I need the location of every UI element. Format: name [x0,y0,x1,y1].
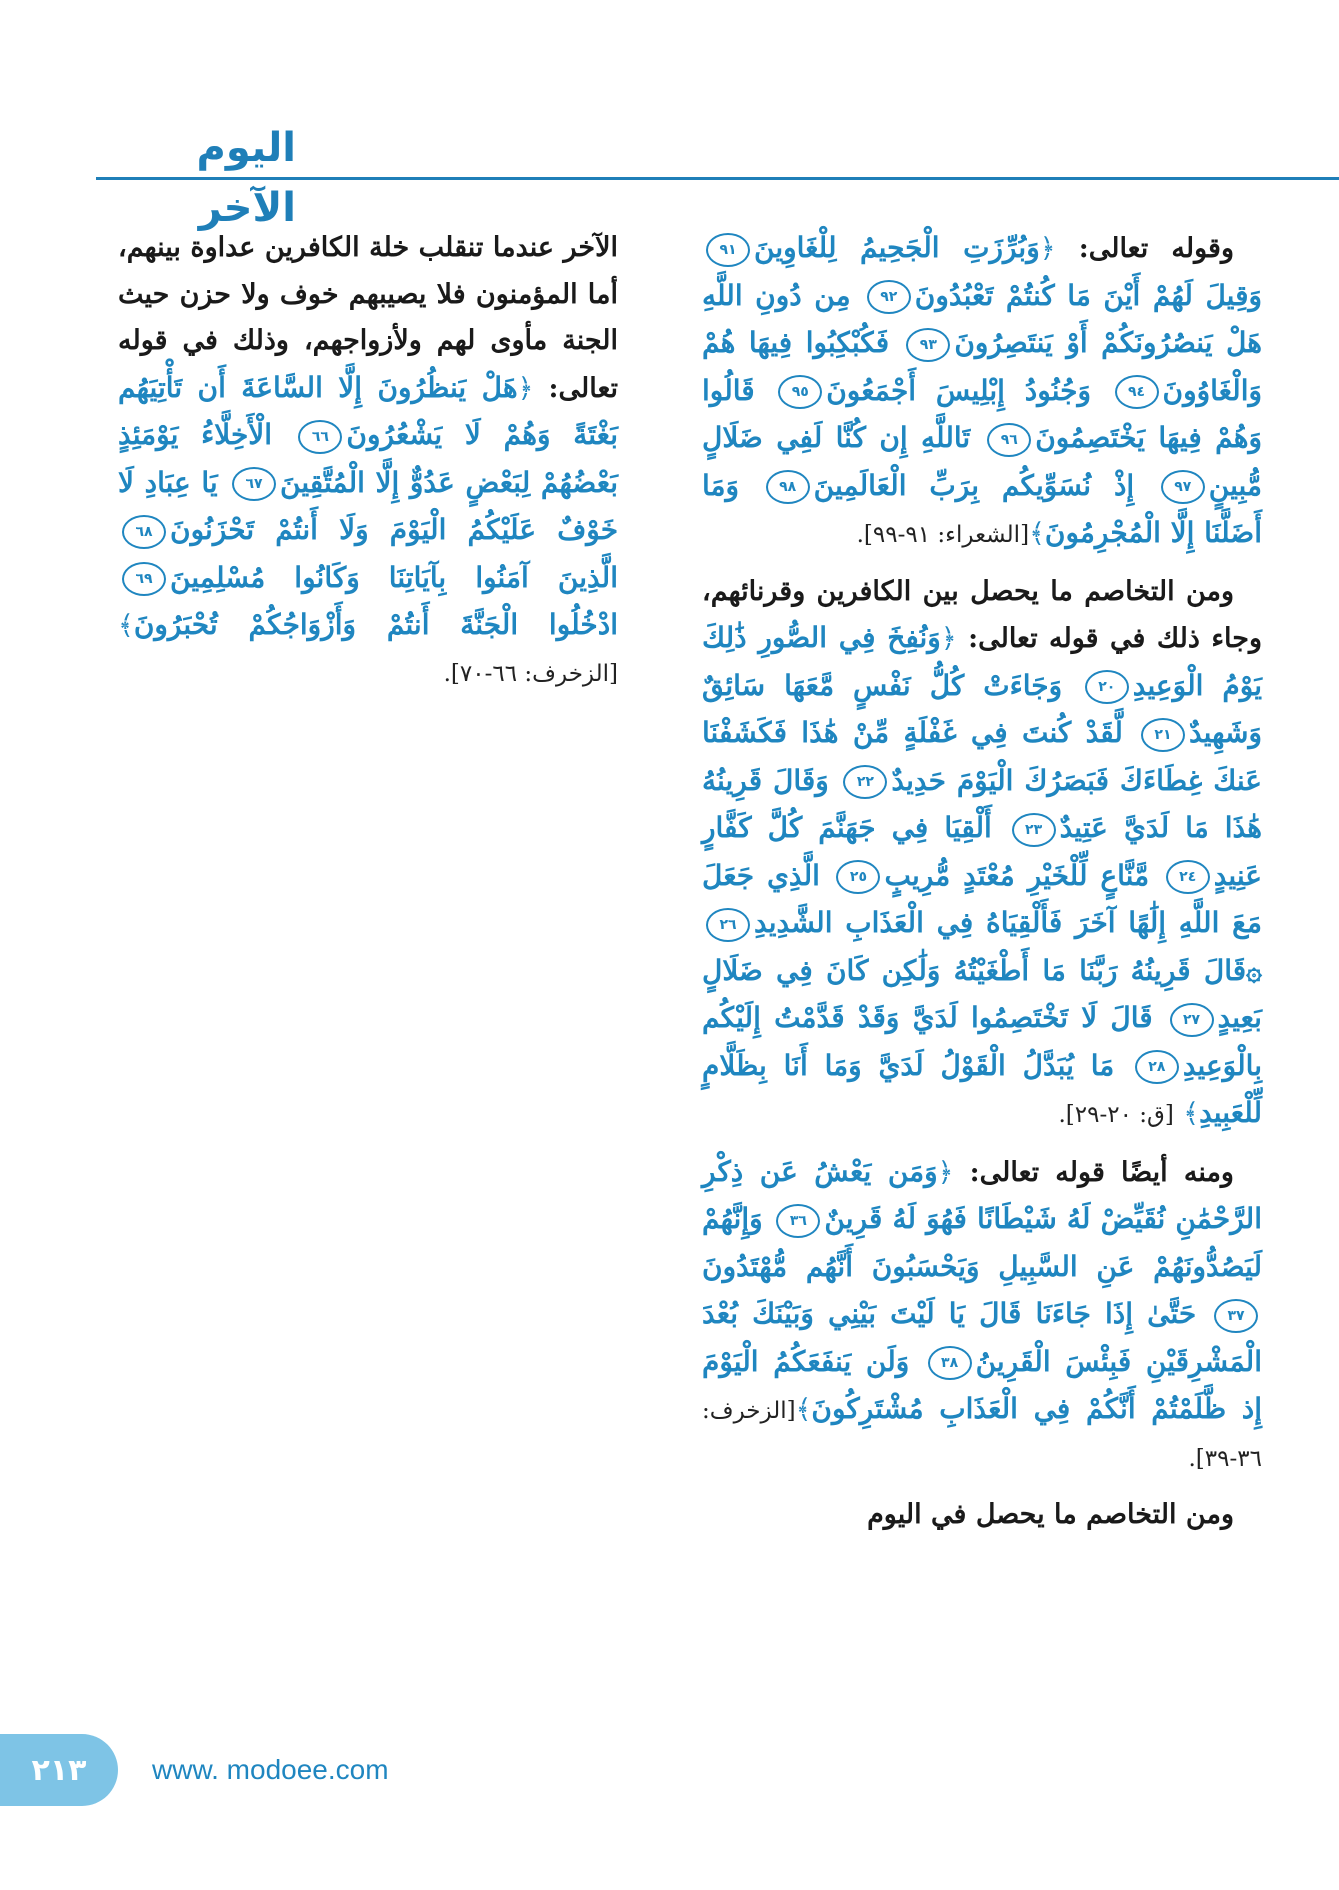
ornate-bracket-open-icon: ﴿ [517,372,534,404]
quran-text: وَمَا أَضَلَّنَا إِلَّا الْمُجْرِمُونَ [702,468,1262,549]
verse-reference: [ق: ٢٠-٢٩]. [1058,1102,1174,1128]
ayah-number: ٩٥ [778,375,822,409]
paragraph-intro: الآخر عندما تنقلب خلة الكافرين عداوة بينهم، أما المؤمنون فلا يصيبهم خوف ولا حزن حيث الجنة مأوى لهم ولأزواجهم، وذلك في قوله تعالى: [118,232,618,404]
ayah-number: ٢٠ [1085,670,1129,704]
verse-reference: [الزخرف: ٣٦-٣٩]. [702,1398,1262,1472]
quran-text: وَجُنُودُ إِبْلِيسَ أَجْمَعُونَ [826,373,1091,407]
ayah-number: ٢٤ [1166,860,1210,894]
ayah-number: ٣٨ [928,1346,972,1380]
paragraph-az-zukhruf-36 [702,1149,1262,1483]
ayah-number: ٩١ [706,233,750,267]
verse-reference: [الشعراء: ٩١-٩٩]. [856,522,1030,548]
ayah-number: ٣٧ [1214,1299,1258,1333]
quran-text: قَالُوا وَهُمْ فِيهَا يَخْتَصِمُونَ [702,373,1263,454]
ayah-number: ٢١ [1141,718,1185,752]
hizb-star-icon: ۞ [1246,955,1262,987]
ayah-number: ٢٦ [706,908,750,942]
ornate-bracket-open-icon: ﴿ [1039,233,1056,264]
page-number-badge [0,1734,118,1806]
ayah-number: ٩٧ [1161,470,1205,504]
ayah-number: ٢٨ [1135,1050,1179,1084]
quran-text: مِن دُونِ اللَّهِ هَلْ يَنصُرُونَكُمْ أَوْ يَنتَصِرُونَ [702,278,1263,359]
running-header-title: اليوم الآخر [196,125,296,231]
quran-text: وَمَن يَعْشُ عَن ذِكْرِ الرَّحْمَٰنِ نُقَيِّضْ لَهُ شَيْطَانًا فَهُوَ لَهُ قَرِينٌ [702,1154,1262,1235]
quran-text: أَلْقِيَا فِي جَهَنَّمَ كُلَّ كَفَّارٍ عَنِيدٍ [702,811,1263,892]
ayah-number: ٩٢ [867,280,911,314]
ayah-number: ٦٧ [232,467,276,501]
quran-text: مَّنَّاعٍ لِّلْخَيْرِ مُعْتَدٍ مُّرِيبٍ [884,858,1150,892]
quran-text: حَتَّىٰ إِذَا جَاءَنَا قَالَ يَا لَيْتَ بَيْنِي وَبَيْنَكَ بُعْدَ الْمَشْرِقَيْنِ فَبِئْسَ الْقَرِينُ [702,1297,1262,1378]
quran-text: إِذْ نُسَوِّيكُم بِرَبِّ الْعَالَمِينَ [813,468,1135,502]
ayah-number: ٦٦ [298,420,342,454]
paragraph-ash-shuara [702,225,1262,559]
quran-text: مَا يُبَدَّلُ الْقَوْلُ لَدَيَّ وَمَا أَنَا بِظَلَّامٍ لِّلْعَبِيدِ [702,1048,1262,1129]
quran-text: الَّذِي جَعَلَ مَعَ اللَّهِ إِلَٰهًا آخَرَ فَأَلْقِيَاهُ فِي الْعَذَابِ الشَّدِيدِ [702,858,1262,939]
paragraph-intro: وقوله تعالى: [1078,233,1234,264]
quran-text: وَنُفِخَ فِي الصُّورِ ذَٰلِكَ يَوْمُ الْوَعِيدِ [702,621,1262,702]
quran-text: وَإِنَّهُمْ لَيَصُدُّونَهُمْ عَنِ السَّبِيلِ وَيَحْسَبُونَ أَنَّهُم مُّهْتَدُونَ [702,1202,1262,1283]
quran-text: ادْخُلُوا الْجَنَّةَ أَنتُمْ وَأَزْوَاجُكُمْ تُحْبَرُونَ [133,608,618,641]
quran-text: وَقَالَ قَرِينُهُ هَٰذَا مَا لَدَيَّ عَتِيدٌ [702,763,1263,844]
quran-text: يَا عِبَادِ لَا خَوْفٌ عَلَيْكُمُ الْيَوْمَ وَلَا أَنتُمْ تَحْزَنُونَ [118,465,618,546]
ornate-bracket-close-icon: ﴾ [1183,1098,1200,1129]
quran-text: تَاللَّهِ إِن كُنَّا لَفِي ضَلَالٍ مُّبِينٍ [702,421,1262,502]
ornate-bracket-open-icon: ﴿ [940,623,957,654]
ayah-number: ٢٧ [1170,1003,1214,1037]
ayah-number: ٩٣ [906,328,950,362]
ayah-number: ٢٢ [843,765,887,799]
quran-text: وَبُرِّزَتِ الْجَحِيمُ لِلْغَاوِينَ [754,231,1040,264]
ornate-bracket-open-icon: ﴿ [937,1156,954,1188]
page-number: ٢١٣ [31,1752,87,1788]
ornate-bracket-close-icon: ﴾ [795,1394,812,1425]
ornate-bracket-close-icon: ﴾ [1029,518,1045,549]
quran-text: الَّذِينَ آمَنُوا بِآيَاتِنَا وَكَانُوا مُسْلِمِينَ [170,560,618,594]
ayah-number: ٢٣ [1012,813,1056,847]
ornate-bracket-close-icon: ﴾ [118,610,134,641]
quran-text: قَالَ قَرِينُهُ رَبَّنَا مَا أَطْغَيْتُهُ وَلَٰكِن كَانَ فِي ضَلَالٍ بَعِيدٍ [702,953,1262,1034]
website-url[interactable]: www. modoee.com [152,1754,389,1785]
paragraph-intro: ومنه أيضًا قوله تعالى: [969,1156,1234,1188]
right-text-column [702,225,1262,1539]
header-divider [96,177,1339,180]
ayah-number: ٣٦ [776,1204,820,1238]
quran-text: قَالَ لَا تَخْتَصِمُوا لَدَيَّ وَقَدْ قَدَّمْتُ إِلَيْكُم بِالْوَعِيدِ [702,1001,1263,1082]
quran-text: وَقِيلَ لَهُمْ أَيْنَ مَا كُنتُمْ تَعْبُدُونَ [914,278,1263,312]
ayah-number: ٦٩ [122,562,166,596]
ayah-number: ٩٤ [1115,375,1159,409]
left-text-column [118,225,618,697]
ayah-number: ٩٨ [766,470,810,504]
verse-reference: [الزخرف: ٦٦-٧٠]. [443,660,618,687]
quran-text: لَّقَدْ كُنتَ فِي غَفْلَةٍ مِّنْ هَٰذَا فَكَشَفْنَا عَنكَ غِطَاءَكَ فَبَصَرُكَ الْيَوْمَ حَدِيدٌ [702,716,1262,797]
ayah-number: ٢٥ [836,860,880,894]
ayah-number: ٦٨ [122,515,166,549]
quran-text: وَجَاءَتْ كُلُّ نَفْسٍ مَّعَهَا سَائِقٌ وَشَهِيدٌ [702,668,1262,749]
paragraph-intro: ومن التخاصم ما يحصل بين الكافرين وقرنائهم، وجاء ذلك في قوله تعالى: [702,575,1262,654]
quran-text: فَكُبْكِبُوا فِيهَا هُمْ وَالْغَاوُونَ [702,326,1262,407]
quran-text: وَلَن يَنفَعَكُمُ الْيَوْمَ إِذ ظَّلَمْتُمْ أَنَّكُمْ فِي الْعَذَابِ مُشْتَرِكُونَ [702,1344,1262,1425]
paragraph-qaf [702,569,1262,1139]
paragraph-continuation [702,1492,1262,1539]
paragraph-az-zukhruf-66 [118,225,618,697]
paragraph-text: ومن التخاصم ما يحصل في اليوم [867,1499,1234,1530]
quran-text: هَلْ يَنظُرُونَ إِلَّا السَّاعَةَ أَن تَأْتِيَهُم بَغْتَةً وَهُمْ لَا يَشْعُرُونَ [118,370,618,451]
quran-text: الْأَخِلَّاءُ يَوْمَئِذٍ بَعْضُهُمْ لِبَعْضٍ عَدُوٌّ إِلَّا الْمُتَّقِينَ [118,418,618,499]
ayah-number: ٩٦ [987,423,1031,457]
